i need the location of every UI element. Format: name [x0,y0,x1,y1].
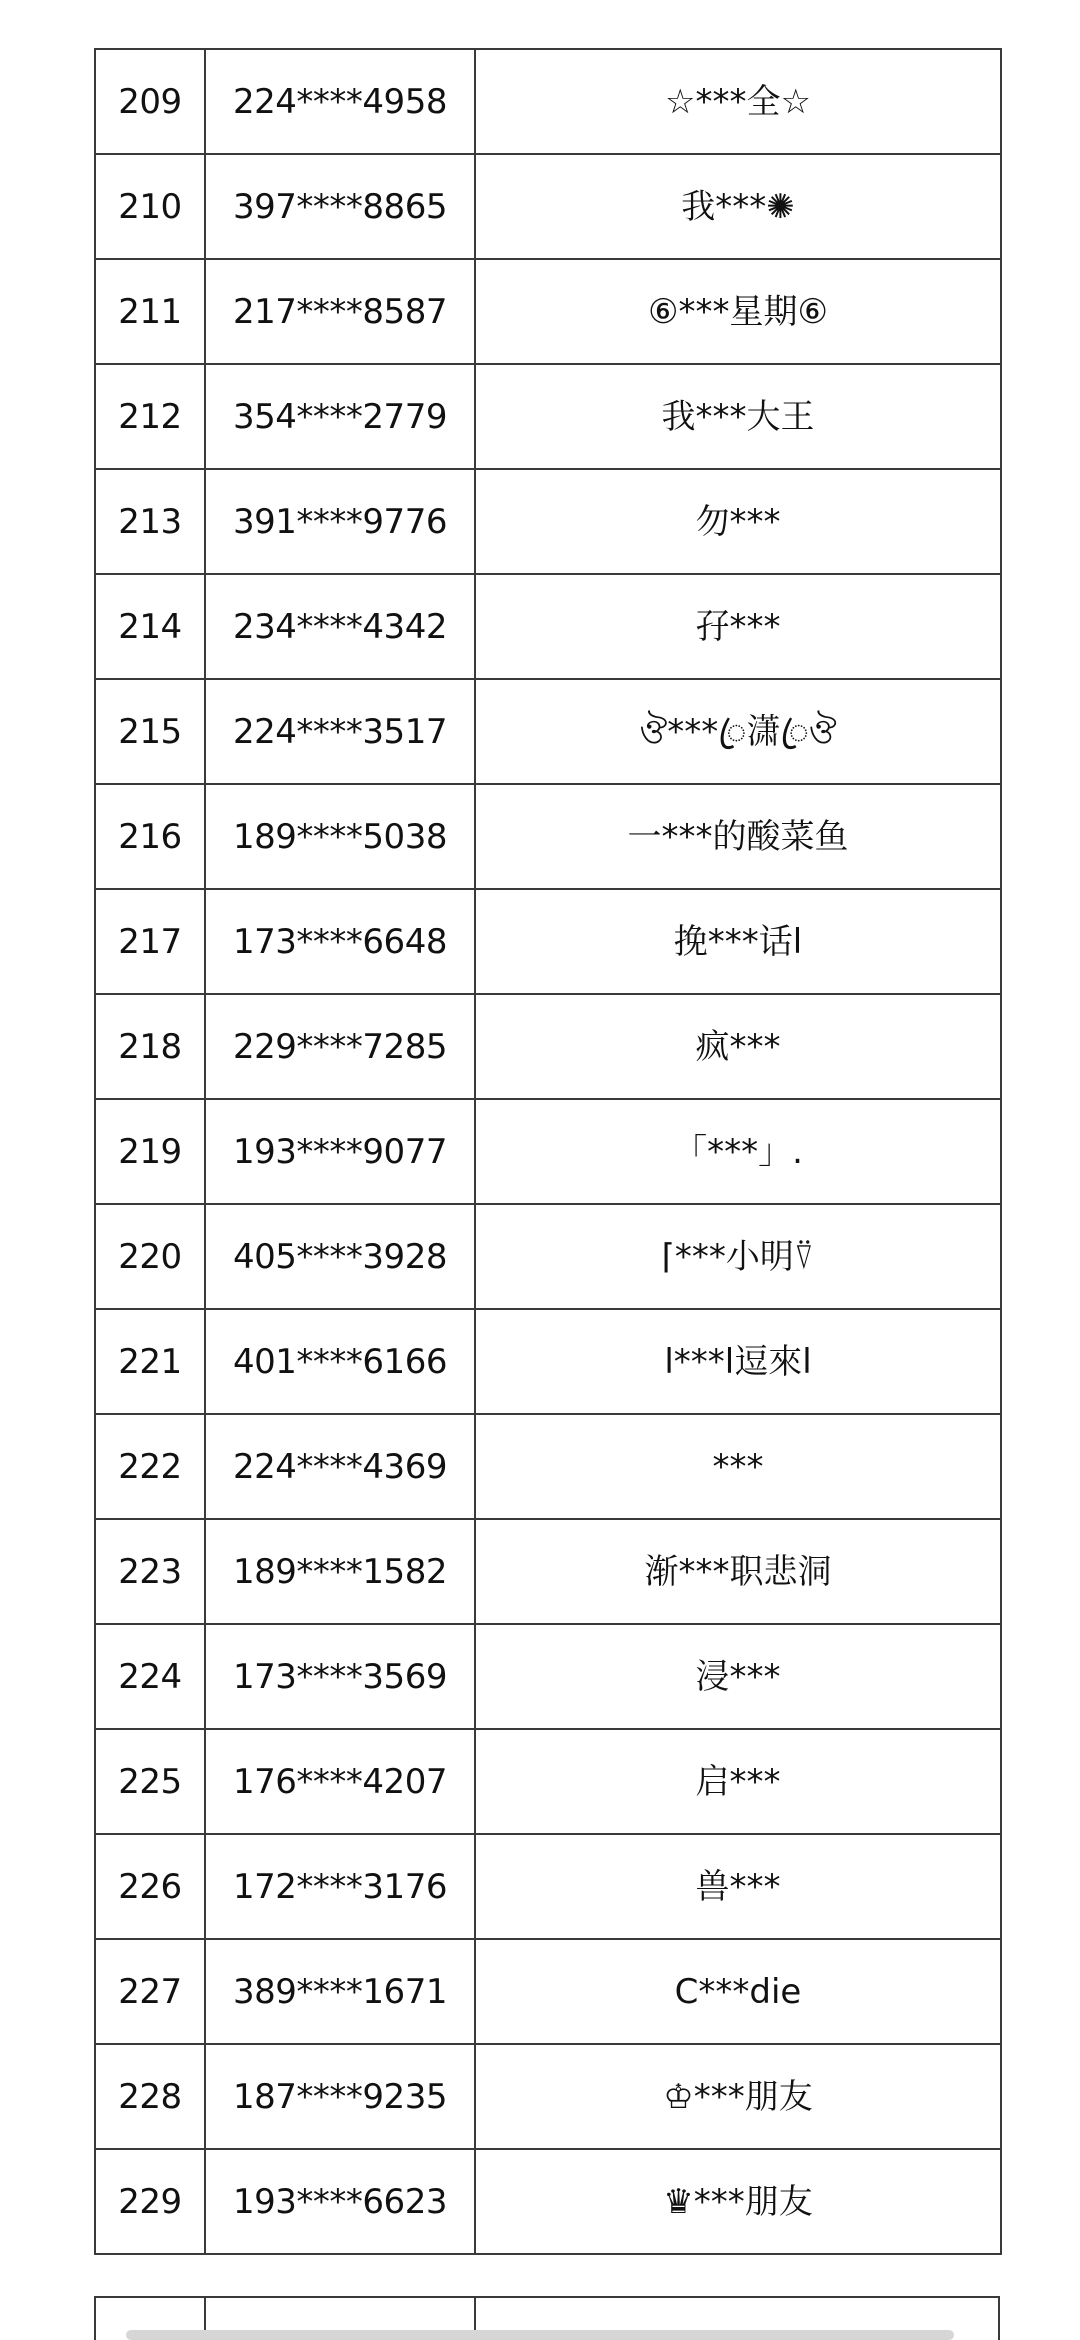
row-index-cell: 220 [95,1204,205,1309]
nickname-cell: 疯*** [475,994,1001,1099]
phone-number-cell: 224****4369 [205,1414,475,1519]
phone-number-cell: 217****8587 [205,259,475,364]
nickname-cell: 我***大王 [475,364,1001,469]
phone-number-cell: 389****1671 [205,1939,475,2044]
row-index-cell: 221 [95,1309,205,1414]
phone-number-cell: 224****3517 [205,679,475,784]
nickname-cell: *** [475,1414,1001,1519]
nickname-cell: 渐***职悲洞 [475,1519,1001,1624]
table-row [95,49,1001,154]
phone-number-cell: 193****9077 [205,1099,475,1204]
phone-number-cell: 401****6166 [205,1309,475,1414]
phone-number-cell: 224****4958 [205,49,475,154]
nickname-cell: C***die [475,1939,1001,2044]
nickname-cell: 兽*** [475,1834,1001,1939]
nickname-cell: 浸*** [475,1624,1001,1729]
nickname-cell: 挽***话l [475,889,1001,994]
row-index-cell: 217 [95,889,205,994]
nickname-cell: ঔ***ꦿ潇ꦿঔ [475,679,1001,784]
phone-number-cell: 354****2779 [205,364,475,469]
table-row [95,2149,1001,2254]
phone-number-cell: 173****6648 [205,889,475,994]
phone-number-cell: 229****7285 [205,994,475,1099]
nickname-cell: ⌈***小明⍢ [475,1204,1001,1309]
table-right-border [998,2298,1000,2340]
row-index-cell: 229 [95,2149,205,2254]
phone-number-cell: 405****3928 [205,1204,475,1309]
nickname-cell: ☆***全☆ [475,49,1001,154]
row-index-cell: 228 [95,2044,205,2149]
nickname-cell: 一***的酸菜鱼 [475,784,1001,889]
table-row [95,259,1001,364]
row-index-cell: 226 [95,1834,205,1939]
phone-number-cell: 176****4207 [205,1729,475,1834]
row-index-cell: 227 [95,1939,205,2044]
table-row [95,2044,1001,2149]
phone-number-cell: 189****1582 [205,1519,475,1624]
table-row [95,1099,1001,1204]
nickname-cell: ⑥***星期⑥ [475,259,1001,364]
table-row [95,1729,1001,1834]
row-index-cell: 224 [95,1624,205,1729]
table-row [95,1834,1001,1939]
row-index-cell: 213 [95,469,205,574]
phone-number-cell: 172****3176 [205,1834,475,1939]
table-row [95,1309,1001,1414]
row-index-cell: 210 [95,154,205,259]
table-row [95,1414,1001,1519]
table-row [95,679,1001,784]
table-row [95,574,1001,679]
nickname-cell: ♛***朋友 [475,2149,1001,2254]
phone-number-cell: 391****9776 [205,469,475,574]
table-row [95,784,1001,889]
row-index-cell: 218 [95,994,205,1099]
winners-table-wrapper [94,48,1000,2255]
nickname-cell: 勿*** [475,469,1001,574]
table-row [95,1939,1001,2044]
row-index-cell: 209 [95,49,205,154]
row-index-cell: 223 [95,1519,205,1624]
table-row [95,469,1001,574]
nickname-cell: 我***✺ [475,154,1001,259]
phone-number-cell: 193****6623 [205,2149,475,2254]
nickname-cell: 孖*** [475,574,1001,679]
phone-number-cell: 173****3569 [205,1624,475,1729]
table-row [95,1624,1001,1729]
nickname-cell: l***l逗來l [475,1309,1001,1414]
row-index-cell: 212 [95,364,205,469]
table-row [95,994,1001,1099]
row-index-cell: 225 [95,1729,205,1834]
winners-table-body [95,49,1001,2254]
nickname-cell: 启*** [475,1729,1001,1834]
row-index-cell: 211 [95,259,205,364]
phone-number-cell: 397****8865 [205,154,475,259]
nickname-cell: 「***」. [475,1099,1001,1204]
row-index-cell: 222 [95,1414,205,1519]
row-index-cell: 215 [95,679,205,784]
horizontal-scrollbar[interactable] [126,2330,954,2340]
nickname-cell: ♔***朋友 [475,2044,1001,2149]
row-index-cell: 214 [95,574,205,679]
table-row [95,1519,1001,1624]
row-index-cell: 216 [95,784,205,889]
table-row [95,889,1001,994]
table-row [95,154,1001,259]
table-row [95,364,1001,469]
phone-number-cell: 234****4342 [205,574,475,679]
phone-number-cell: 189****5038 [205,784,475,889]
table-row [95,1204,1001,1309]
row-index-cell: 219 [95,1099,205,1204]
phone-number-cell: 187****9235 [205,2044,475,2149]
winners-table [94,48,1002,2255]
